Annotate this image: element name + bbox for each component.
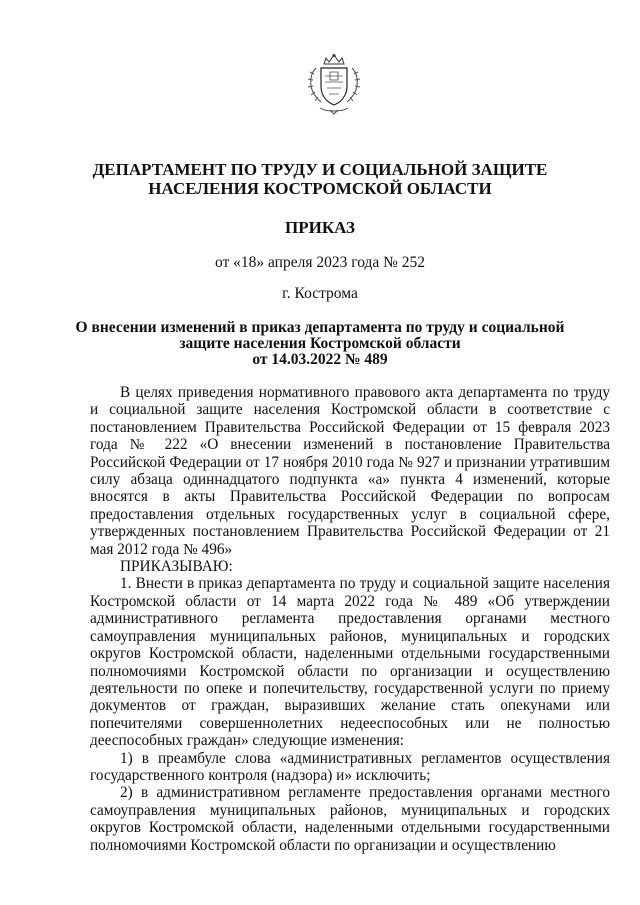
item-1-paragraph: 1. Внести в приказ департамента по труду и социальной защите населения Костромской области от 14 марта 2022 года № 489 «Об утверждении административного регламента предоставления органами местного самоуправления муниципальных районов, муниципальных и городских округов Костромской области, наделенными отдельными государственными полномочиями Костромской области по организации и осуществлению деятельности по опеке и попечительству, государственной услуги по приему документов от граждан, выразивших желание стать опекунами или попечителями совершеннолетних недееспособных или не полностью дееспособных граждан» следующие изменения: [90, 575, 610, 750]
document-type: ПРИКАЗ [285, 218, 355, 237]
department-line-1: ДЕПАРТАМЕНТ ПО ТРУДУ И СОЦИАЛЬНОЙ ЗАЩИТЕ [92, 160, 548, 179]
document-date: от «18» апреля 2023 года № 252 [214, 254, 426, 271]
document-subject [0, 320, 640, 368]
order-word: ПРИКАЗЫВАЮ: [120, 558, 233, 576]
preamble-paragraph: В целях приведения нормативного правового акта департамента по труду и социальной защите населения Костромской области в соответствие с постановлением Правительства Российской Федерации от 15 февраля 2023 года № 222 «О внесении изменений в постановление Правительства Российской Федерации от 17 ноября 2010 года № 927 и признании утратившим силу абзаца одиннадцатого подпункта «а» пункта 4 изменений, которые вносятся в акты Правительства Российской Федерации по вопросам предоставления отдельных государственных услуг в социальной сфере, утвержденных постановлением Правительства Российской Федерации от 21 мая 2012 года № 496» [90, 384, 610, 558]
department-line-2: НАСЕЛЕНИЯ КОСТРОМСКОЙ ОБЛАСТИ [148, 179, 492, 198]
subject-line-1: О внесении изменений в приказ департамента по труду и социальной [75, 319, 565, 336]
item-1-subitem-1: 1) в преамбуле слова «административных регламентов осуществления государственного контроля (надзора) и» исключить; [90, 749, 610, 784]
item-1-subitem-2: 2) в административном регламенте предоставления органами местного самоуправления муниципальных районов, муниципальных и городских округов Костромской области, наделенными отдельными государственными полномочиями Костромской области по организации и осуществлению [90, 784, 610, 854]
department-name [0, 160, 640, 198]
coat-of-arms-icon [302, 52, 366, 116]
document-body [90, 384, 610, 854]
document-city: г. Кострома [282, 285, 358, 302]
subject-line-2: защите населения Костромской области [179, 335, 461, 352]
subject-line-3: от 14.03.2022 № 489 [252, 351, 388, 368]
